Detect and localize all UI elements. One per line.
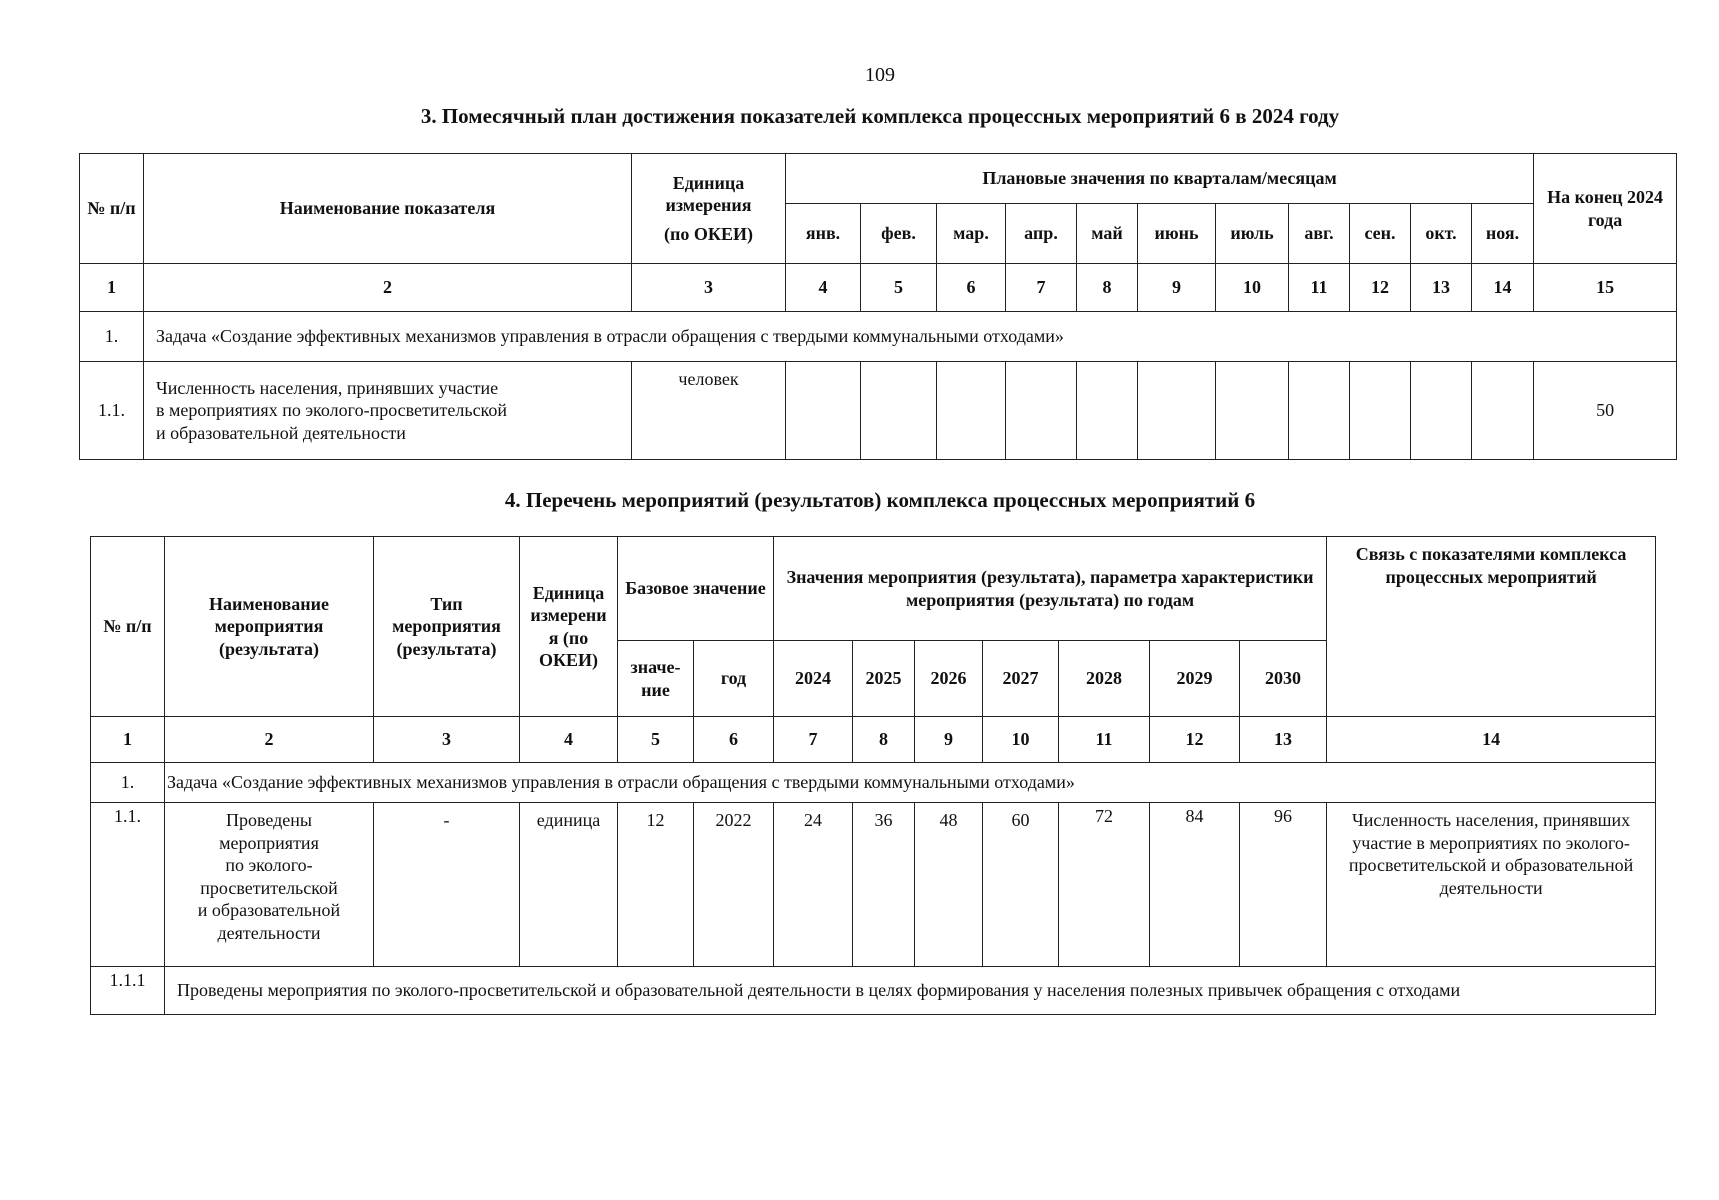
column-number: 1 (80, 264, 144, 312)
column-number: 10 (1216, 264, 1289, 312)
header-month: май (1077, 204, 1138, 264)
event-value-2025: 36 (853, 803, 915, 967)
header-year: 2027 (983, 641, 1059, 717)
month-value-cell (1289, 362, 1350, 460)
header-month: фев. (861, 204, 937, 264)
task-row-num: 1. (91, 763, 165, 803)
indicator-end-value: 50 (1534, 362, 1677, 460)
events-list-table (90, 536, 1656, 1015)
header-event-name: Наименование мероприятия (результата) (165, 537, 374, 717)
header-end-of-year: На конец 2024 года (1534, 154, 1677, 264)
header-year: 2024 (774, 641, 853, 717)
column-number: 13 (1411, 264, 1472, 312)
header-unit-line2: (по ОКЕИ) (664, 223, 753, 244)
column-number: 4 (520, 717, 618, 763)
column-number: 6 (937, 264, 1006, 312)
column-number: 11 (1289, 264, 1350, 312)
event-name-line4: просветительской (200, 877, 338, 898)
event-value-2029: 84 (1150, 803, 1240, 967)
event-name-line5: и образовательной (197, 900, 341, 920)
indicator-name-line1: Численность населения, принявших участие (156, 377, 499, 398)
header-year: 2029 (1150, 641, 1240, 717)
column-number: 14 (1472, 264, 1534, 312)
header-month: янв. (786, 204, 861, 264)
page-number: 109 (865, 64, 895, 86)
event-link-indicator: Численность населения, принявших участие в мероприятиях по эколого-просветительской и образовательной деятельности (1327, 803, 1656, 967)
column-number: 8 (853, 717, 915, 763)
header-month: апр. (1006, 204, 1077, 264)
event-value-2024: 24 (774, 803, 853, 967)
header-base-value-year: год (694, 641, 774, 717)
section-3-title: 3. Помесячный план достижения показателей комплекса процессных мероприятий 6 в 2024 году (420, 104, 1340, 128)
header-yearly-values: Значения мероприятия (результата), параметра характеристики мероприятия (результата) по годам (774, 537, 1327, 641)
header-month: сен. (1350, 204, 1411, 264)
header-event-type: Тип мероприятия (результата) (374, 537, 520, 717)
column-number: 3 (632, 264, 786, 312)
header-year: 2028 (1059, 641, 1150, 717)
header-year: 2026 (915, 641, 983, 717)
column-number: 5 (618, 717, 694, 763)
month-value-cell (1472, 362, 1534, 460)
indicator-name (144, 362, 632, 460)
event-name (165, 803, 374, 967)
column-number: 5 (861, 264, 937, 312)
header-year: 2030 (1240, 641, 1327, 717)
header-unit (632, 154, 786, 264)
month-value-cell (937, 362, 1006, 460)
column-number: 8 (1077, 264, 1138, 312)
header-base-value: Базовое значение (618, 537, 774, 641)
column-number: 1 (91, 717, 165, 763)
event-name-line6: деятельности (217, 922, 321, 943)
header-num: № п/п (80, 154, 144, 264)
month-value-cell (786, 362, 861, 460)
column-number: 3 (374, 717, 520, 763)
subevent-row-num: 1.1.1 (91, 967, 165, 1015)
header-month: мар. (937, 204, 1006, 264)
month-value-cell (1138, 362, 1216, 460)
event-row-num: 1.1. (91, 803, 165, 967)
task-row-num: 1. (80, 312, 144, 362)
event-base-year: 2022 (694, 803, 774, 967)
indicator-unit: человек (632, 362, 786, 460)
monthly-plan-table (79, 153, 1677, 460)
column-number: 9 (1138, 264, 1216, 312)
header-indicator-name: Наименование показателя (144, 154, 632, 264)
column-number: 14 (1327, 717, 1656, 763)
header-month: июль (1216, 204, 1289, 264)
section-4-title: 4. Перечень мероприятий (результатов) комплекса процессных мероприятий 6 (504, 488, 1256, 512)
month-value-cell (1216, 362, 1289, 460)
event-value-2027: 60 (983, 803, 1059, 967)
event-name-line3: по эколого- (225, 855, 313, 875)
header-year: 2025 (853, 641, 915, 717)
month-value-cell (861, 362, 937, 460)
column-number: 2 (165, 717, 374, 763)
column-number: 7 (1006, 264, 1077, 312)
column-number: 13 (1240, 717, 1327, 763)
subevent-row-text: Проведены мероприятия по эколого-просветительской и образовательной деятельности в целях формирования у населения полезных привычек обращения с отходами (165, 967, 1656, 1015)
column-number: 4 (786, 264, 861, 312)
header-base-value-value: значе-ние (618, 641, 694, 717)
indicator-name-line3: и образовательной деятельности (156, 422, 406, 443)
month-value-cell (1350, 362, 1411, 460)
event-type: - (374, 803, 520, 967)
column-number: 12 (1350, 264, 1411, 312)
header-planned-values: Плановые значения по кварталам/месяцам (786, 154, 1534, 204)
indicator-name-line2: в мероприятиях по эколого-просветительской (156, 400, 508, 421)
event-name-line2: мероприятия (219, 832, 319, 853)
month-value-cell (1411, 362, 1472, 460)
column-number: 10 (983, 717, 1059, 763)
task-row-text: Задача «Создание эффективных механизмов управления в отрасли обращения с твердыми коммунальными отходами» (144, 312, 1677, 362)
column-number: 2 (144, 264, 632, 312)
header-num: № п/п (91, 537, 165, 717)
event-value-2028: 72 (1059, 803, 1150, 967)
header-unit: Единица измерени я (по ОКЕИ) (520, 537, 618, 717)
indicator-row-num: 1.1. (80, 362, 144, 460)
event-base-value: 12 (618, 803, 694, 967)
header-link-indicators: Связь с показателями комплекса процессных мероприятий (1327, 537, 1656, 717)
header-month: авг. (1289, 204, 1350, 264)
column-number: 15 (1534, 264, 1677, 312)
column-number: 6 (694, 717, 774, 763)
event-unit: единица (520, 803, 618, 967)
header-month: окт. (1411, 204, 1472, 264)
column-number: 7 (774, 717, 853, 763)
event-value-2030: 96 (1240, 803, 1327, 967)
column-number: 11 (1059, 717, 1150, 763)
event-value-2026: 48 (915, 803, 983, 967)
month-value-cell (1006, 362, 1077, 460)
header-month: ноя. (1472, 204, 1534, 264)
event-name-line1: Проведены (225, 810, 313, 830)
header-unit-line1: Единица измерения (665, 172, 752, 216)
column-number: 9 (915, 717, 983, 763)
task-row-text: Задача «Создание эффективных механизмов управления в отрасли обращения с твердыми коммунальными отходами» (165, 763, 1656, 803)
column-number: 12 (1150, 717, 1240, 763)
header-month: июнь (1138, 204, 1216, 264)
month-value-cell (1077, 362, 1138, 460)
